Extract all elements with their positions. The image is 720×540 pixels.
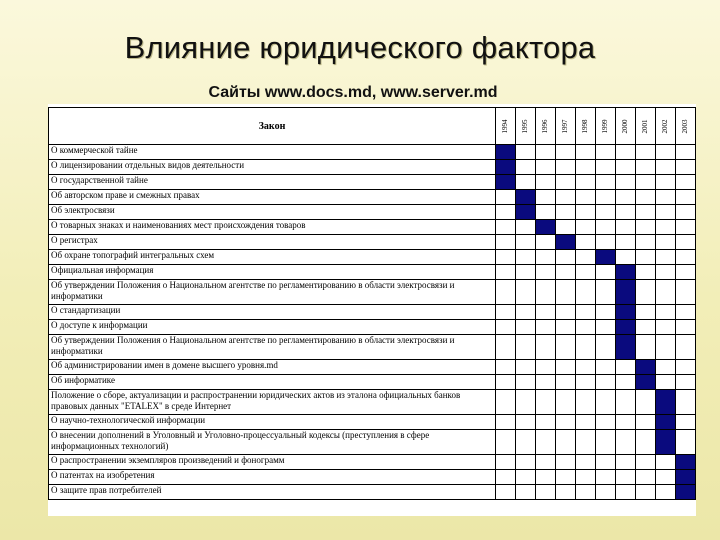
year-empty-cell: [656, 160, 676, 175]
law-name-cell: О патентах на изобретения: [49, 470, 496, 485]
law-name-cell: О научно-технологической информации: [49, 415, 496, 430]
year-empty-cell: [516, 375, 536, 390]
law-name-cell: О внесении дополнений в Уголовный и Уголовно-процессуальный кодексы (преступления в сфере информационных технологий): [49, 430, 496, 455]
year-empty-cell: [536, 320, 556, 335]
year-empty-cell: [596, 190, 616, 205]
year-empty-cell: [496, 430, 516, 455]
year-label: 2000: [621, 119, 629, 133]
year-header-1999: [596, 108, 616, 145]
year-empty-cell: [536, 250, 556, 265]
year-empty-cell: [596, 265, 616, 280]
year-empty-cell: [516, 280, 536, 305]
year-marker-cell: [636, 375, 656, 390]
year-empty-cell: [616, 235, 636, 250]
year-empty-cell: [496, 320, 516, 335]
year-empty-cell: [676, 375, 696, 390]
laws-table: [48, 107, 696, 500]
table-row: [49, 430, 696, 455]
table-body: [49, 145, 696, 500]
year-label: 2002: [661, 119, 669, 133]
year-empty-cell: [516, 235, 536, 250]
year-empty-cell: [536, 470, 556, 485]
year-empty-cell: [576, 375, 596, 390]
table-row: [49, 320, 696, 335]
year-empty-cell: [496, 190, 516, 205]
year-marker-cell: [656, 390, 676, 415]
table-row: [49, 455, 696, 470]
year-marker-cell: [496, 160, 516, 175]
law-name-cell: Об администрировании имен в домене высшего уровня.md: [49, 360, 496, 375]
year-empty-cell: [676, 190, 696, 205]
year-empty-cell: [676, 430, 696, 455]
year-empty-cell: [616, 415, 636, 430]
year-empty-cell: [656, 205, 676, 220]
year-empty-cell: [636, 335, 656, 360]
year-empty-cell: [516, 390, 536, 415]
year-header-2001: [636, 108, 656, 145]
year-label: 1995: [521, 119, 529, 133]
law-name-cell: Об охране топографий интегральных схем: [49, 250, 496, 265]
slide-subtitle: [0, 84, 720, 102]
year-empty-cell: [636, 305, 656, 320]
year-empty-cell: [576, 265, 596, 280]
year-header-1995: [516, 108, 536, 145]
year-empty-cell: [596, 430, 616, 455]
year-empty-cell: [516, 160, 536, 175]
year-empty-cell: [556, 280, 576, 305]
law-name-cell: Об информатике: [49, 375, 496, 390]
year-empty-cell: [576, 455, 596, 470]
year-header-1996: [536, 108, 556, 145]
year-empty-cell: [616, 360, 636, 375]
year-empty-cell: [496, 205, 516, 220]
year-empty-cell: [616, 455, 636, 470]
year-empty-cell: [676, 160, 696, 175]
year-label: 1998: [581, 119, 589, 133]
year-empty-cell: [516, 250, 536, 265]
year-empty-cell: [656, 320, 676, 335]
year-empty-cell: [656, 360, 676, 375]
year-empty-cell: [676, 220, 696, 235]
year-empty-cell: [636, 430, 656, 455]
year-empty-cell: [536, 280, 556, 305]
year-empty-cell: [656, 190, 676, 205]
year-empty-cell: [536, 175, 556, 190]
table-row: [49, 485, 696, 500]
year-empty-cell: [576, 305, 596, 320]
year-empty-cell: [536, 485, 556, 500]
year-empty-cell: [516, 455, 536, 470]
year-empty-cell: [636, 390, 656, 415]
year-empty-cell: [676, 305, 696, 320]
table-row: [49, 190, 696, 205]
table-row: [49, 160, 696, 175]
year-label: 1997: [561, 119, 569, 133]
year-empty-cell: [616, 160, 636, 175]
year-empty-cell: [576, 160, 596, 175]
year-empty-cell: [536, 430, 556, 455]
year-empty-cell: [516, 320, 536, 335]
year-empty-cell: [536, 455, 556, 470]
slide-title: Влияние юридического фактора: [124, 30, 596, 65]
year-empty-cell: [636, 250, 656, 265]
year-header-2003: [676, 108, 696, 145]
year-empty-cell: [556, 335, 576, 360]
year-empty-cell: [596, 415, 616, 430]
law-name-cell: О товарных знаках и наименованиях мест происхождения товаров: [49, 220, 496, 235]
year-empty-cell: [596, 160, 616, 175]
year-label: 1999: [601, 119, 609, 133]
year-header-2002: [656, 108, 676, 145]
year-empty-cell: [536, 235, 556, 250]
year-empty-cell: [556, 175, 576, 190]
year-empty-cell: [676, 250, 696, 265]
year-empty-cell: [676, 265, 696, 280]
year-empty-cell: [516, 305, 536, 320]
year-empty-cell: [496, 375, 516, 390]
year-empty-cell: [496, 265, 516, 280]
year-empty-cell: [596, 335, 616, 360]
year-empty-cell: [656, 265, 676, 280]
year-empty-cell: [636, 175, 656, 190]
year-empty-cell: [536, 390, 556, 415]
year-marker-cell: [676, 470, 696, 485]
year-empty-cell: [516, 360, 536, 375]
law-name-cell: О коммерческой тайне: [49, 145, 496, 160]
year-empty-cell: [496, 390, 516, 415]
law-name-cell: О стандартизации: [49, 305, 496, 320]
law-name-cell: Об электросвязи: [49, 205, 496, 220]
year-empty-cell: [636, 220, 656, 235]
year-marker-cell: [616, 280, 636, 305]
year-marker-cell: [616, 265, 636, 280]
year-empty-cell: [556, 250, 576, 265]
year-empty-cell: [616, 145, 636, 160]
year-empty-cell: [636, 265, 656, 280]
table-row: [49, 250, 696, 265]
table-row: [49, 145, 696, 160]
year-empty-cell: [636, 235, 656, 250]
year-empty-cell: [516, 220, 536, 235]
year-marker-cell: [616, 305, 636, 320]
year-empty-cell: [676, 175, 696, 190]
year-header-1997: [556, 108, 576, 145]
year-empty-cell: [536, 145, 556, 160]
year-empty-cell: [576, 415, 596, 430]
table-row: [49, 470, 696, 485]
year-empty-cell: [656, 175, 676, 190]
law-name-cell: О доступе к информации: [49, 320, 496, 335]
year-empty-cell: [576, 320, 596, 335]
year-empty-cell: [616, 485, 636, 500]
year-empty-cell: [496, 485, 516, 500]
year-empty-cell: [516, 335, 536, 360]
year-empty-cell: [596, 305, 616, 320]
year-empty-cell: [676, 145, 696, 160]
year-empty-cell: [496, 235, 516, 250]
year-header-1994: [496, 108, 516, 145]
year-empty-cell: [556, 390, 576, 415]
year-empty-cell: [576, 335, 596, 360]
year-empty-cell: [496, 305, 516, 320]
year-header-2000: [616, 108, 636, 145]
year-empty-cell: [496, 415, 516, 430]
year-empty-cell: [576, 390, 596, 415]
table-row: [49, 375, 696, 390]
year-empty-cell: [636, 205, 656, 220]
year-marker-cell: [496, 175, 516, 190]
year-empty-cell: [656, 375, 676, 390]
year-marker-cell: [516, 205, 536, 220]
year-marker-cell: [656, 415, 676, 430]
law-name-cell: Об утверждении Положения о Национальном агентстве по регламентированию в области электросвязи и информатики: [49, 335, 496, 360]
year-empty-cell: [676, 320, 696, 335]
year-empty-cell: [536, 305, 556, 320]
year-label: 2001: [641, 119, 649, 133]
year-marker-cell: [516, 190, 536, 205]
year-empty-cell: [636, 145, 656, 160]
year-empty-cell: [596, 455, 616, 470]
year-marker-cell: [636, 360, 656, 375]
year-marker-cell: [536, 220, 556, 235]
table-row: [49, 280, 696, 305]
year-empty-cell: [516, 485, 536, 500]
year-empty-cell: [596, 485, 616, 500]
year-empty-cell: [536, 360, 556, 375]
year-empty-cell: [516, 175, 536, 190]
year-empty-cell: [576, 360, 596, 375]
year-empty-cell: [496, 220, 516, 235]
year-empty-cell: [656, 235, 676, 250]
year-empty-cell: [676, 235, 696, 250]
year-empty-cell: [576, 250, 596, 265]
year-empty-cell: [536, 265, 556, 280]
year-empty-cell: [616, 430, 636, 455]
year-empty-cell: [516, 470, 536, 485]
year-empty-cell: [496, 360, 516, 375]
law-name-cell: О государственной тайне: [49, 175, 496, 190]
year-empty-cell: [556, 485, 576, 500]
law-name-cell: О регистрах: [49, 235, 496, 250]
year-empty-cell: [576, 145, 596, 160]
header-row: [49, 108, 696, 145]
year-empty-cell: [516, 145, 536, 160]
year-empty-cell: [656, 485, 676, 500]
year-marker-cell: [496, 145, 516, 160]
year-empty-cell: [556, 265, 576, 280]
year-empty-cell: [556, 320, 576, 335]
year-empty-cell: [656, 220, 676, 235]
year-empty-cell: [616, 375, 636, 390]
year-empty-cell: [676, 415, 696, 430]
year-empty-cell: [556, 470, 576, 485]
year-label: 1994: [501, 119, 509, 133]
year-empty-cell: [596, 470, 616, 485]
law-name-cell: О лицензировании отдельных видов деятельности: [49, 160, 496, 175]
year-empty-cell: [656, 280, 676, 305]
year-empty-cell: [556, 430, 576, 455]
table-row: [49, 305, 696, 320]
year-empty-cell: [676, 360, 696, 375]
year-empty-cell: [656, 305, 676, 320]
year-empty-cell: [556, 145, 576, 160]
year-empty-cell: [556, 455, 576, 470]
year-marker-cell: [676, 485, 696, 500]
year-empty-cell: [596, 320, 616, 335]
year-empty-cell: [656, 455, 676, 470]
year-empty-cell: [496, 280, 516, 305]
year-empty-cell: [576, 485, 596, 500]
year-empty-cell: [536, 375, 556, 390]
year-empty-cell: [576, 235, 596, 250]
year-empty-cell: [556, 360, 576, 375]
law-column-header: Закон: [49, 108, 496, 145]
year-label: 2003: [681, 119, 689, 133]
year-empty-cell: [596, 375, 616, 390]
year-empty-cell: [636, 320, 656, 335]
year-marker-cell: [596, 250, 616, 265]
year-marker-cell: [616, 335, 636, 360]
year-empty-cell: [516, 430, 536, 455]
table-row: [49, 220, 696, 235]
year-empty-cell: [596, 220, 616, 235]
year-empty-cell: [576, 430, 596, 455]
table-row: [49, 415, 696, 430]
year-empty-cell: [636, 160, 656, 175]
year-header-1998: [576, 108, 596, 145]
year-empty-cell: [556, 160, 576, 175]
year-empty-cell: [576, 470, 596, 485]
year-empty-cell: [636, 470, 656, 485]
year-empty-cell: [656, 145, 676, 160]
year-empty-cell: [576, 205, 596, 220]
law-name-cell: Официальная информация: [49, 265, 496, 280]
year-empty-cell: [556, 190, 576, 205]
year-marker-cell: [656, 430, 676, 455]
year-empty-cell: [596, 235, 616, 250]
year-empty-cell: [576, 190, 596, 205]
year-empty-cell: [516, 265, 536, 280]
year-empty-cell: [596, 175, 616, 190]
year-empty-cell: [656, 470, 676, 485]
table-row: [49, 265, 696, 280]
year-empty-cell: [556, 375, 576, 390]
year-empty-cell: [636, 485, 656, 500]
year-empty-cell: [636, 455, 656, 470]
year-empty-cell: [636, 280, 656, 305]
year-empty-cell: [556, 220, 576, 235]
law-name-cell: Об авторском праве и смежных правах: [49, 190, 496, 205]
law-name-cell: Положение о сборе, актуализации и распространении юридических актов из эталона официальных банков правовых данных "ETALEX" в среде Интернет: [49, 390, 496, 415]
year-marker-cell: [616, 320, 636, 335]
year-empty-cell: [616, 205, 636, 220]
year-marker-cell: [556, 235, 576, 250]
table-row: [49, 390, 696, 415]
year-empty-cell: [676, 205, 696, 220]
table-row: [49, 205, 696, 220]
year-empty-cell: [536, 335, 556, 360]
year-empty-cell: [676, 390, 696, 415]
year-empty-cell: [596, 280, 616, 305]
table-row: [49, 175, 696, 190]
year-empty-cell: [536, 205, 556, 220]
year-empty-cell: [676, 280, 696, 305]
year-empty-cell: [616, 470, 636, 485]
year-empty-cell: [496, 470, 516, 485]
year-empty-cell: [616, 175, 636, 190]
year-empty-cell: [656, 335, 676, 360]
year-empty-cell: [616, 250, 636, 265]
year-empty-cell: [556, 415, 576, 430]
year-empty-cell: [636, 190, 656, 205]
year-empty-cell: [536, 190, 556, 205]
year-empty-cell: [676, 335, 696, 360]
year-empty-cell: [496, 250, 516, 265]
year-empty-cell: [516, 415, 536, 430]
year-empty-cell: [596, 360, 616, 375]
table-row: [49, 360, 696, 375]
year-empty-cell: [536, 415, 556, 430]
year-empty-cell: [556, 205, 576, 220]
law-name-cell: Об утверждении Положения о Национальном агентстве по регламентированию в области электросвязи и информатики: [49, 280, 496, 305]
year-marker-cell: [676, 455, 696, 470]
year-empty-cell: [596, 145, 616, 160]
year-empty-cell: [616, 220, 636, 235]
year-empty-cell: [576, 220, 596, 235]
year-empty-cell: [596, 205, 616, 220]
law-name-cell: О защите прав потребителей: [49, 485, 496, 500]
year-empty-cell: [576, 280, 596, 305]
table-row: [49, 335, 696, 360]
table-row: [49, 235, 696, 250]
law-name-cell: О распространении экземпляров произведений и фонограмм: [49, 455, 496, 470]
year-empty-cell: [556, 305, 576, 320]
year-label: 1996: [541, 119, 549, 133]
year-empty-cell: [656, 250, 676, 265]
year-empty-cell: [576, 175, 596, 190]
year-empty-cell: [616, 390, 636, 415]
table-sheet: [48, 104, 696, 516]
year-empty-cell: [636, 415, 656, 430]
year-empty-cell: [496, 455, 516, 470]
year-empty-cell: [496, 335, 516, 360]
year-empty-cell: [616, 190, 636, 205]
year-empty-cell: [536, 160, 556, 175]
subtitle-text: Сайты www.docs.md, www.server.md: [208, 84, 498, 101]
year-empty-cell: [596, 390, 616, 415]
